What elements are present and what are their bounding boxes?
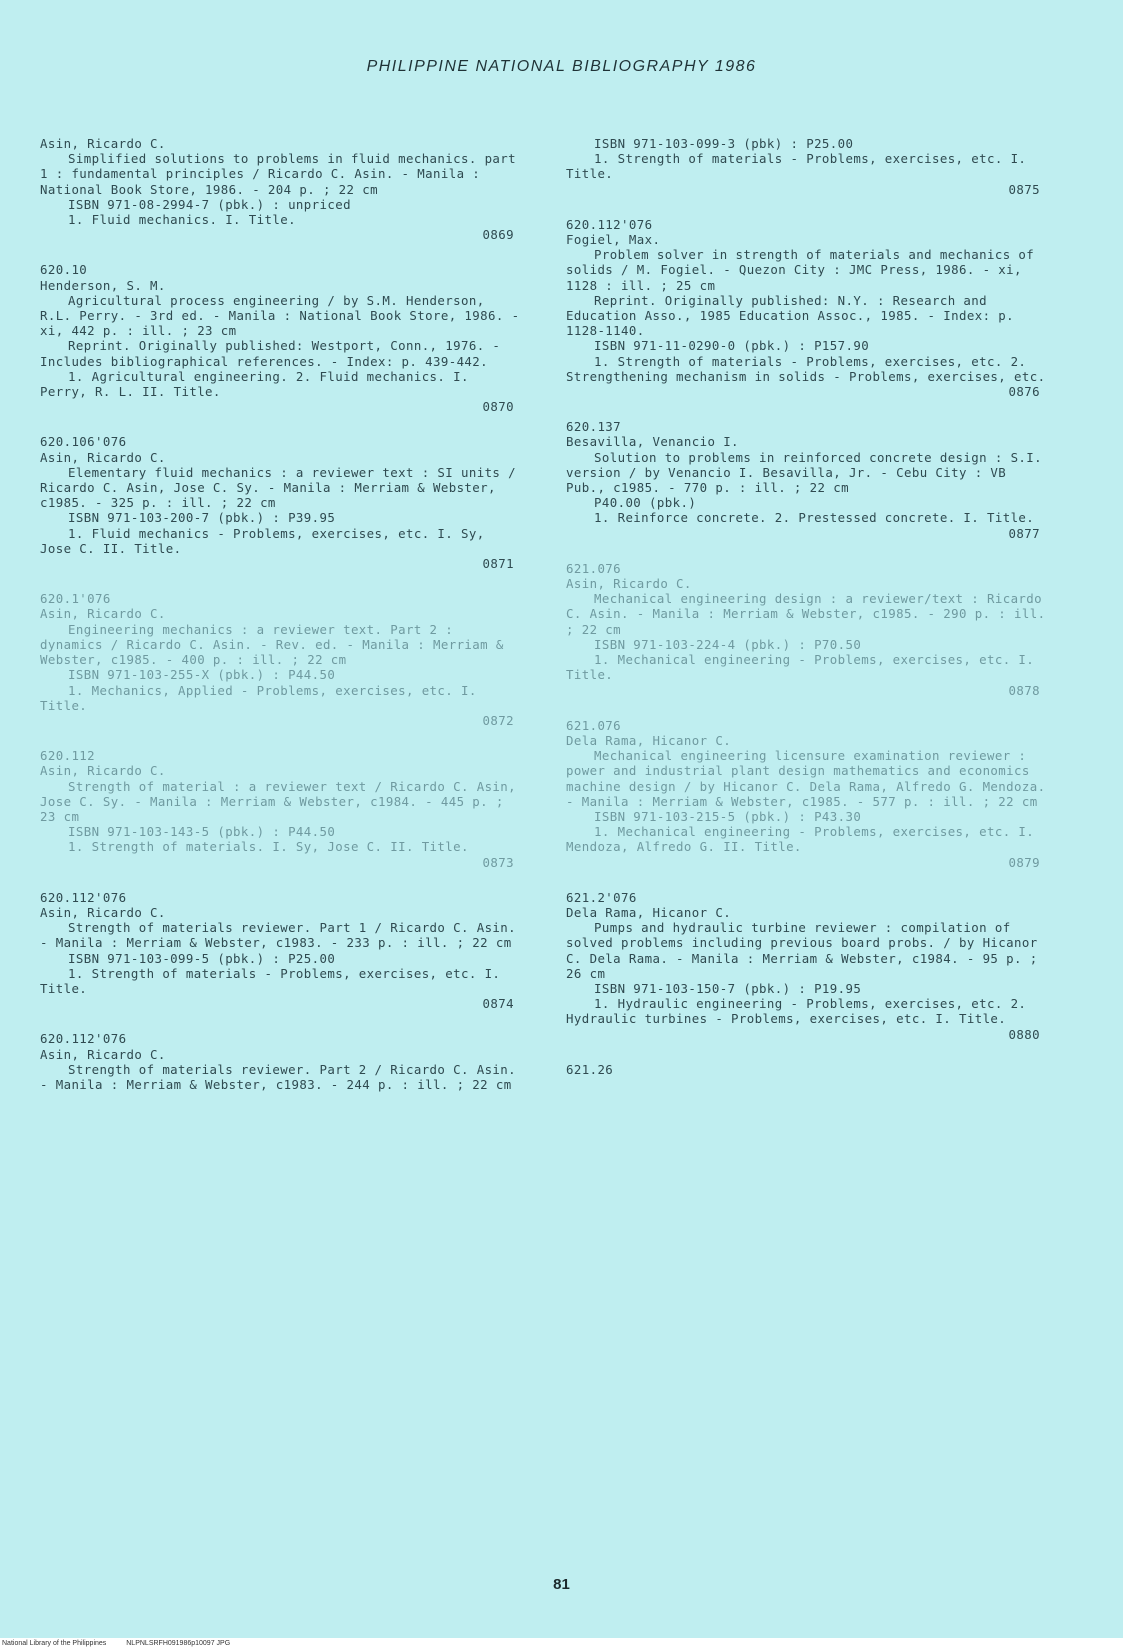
bibliography-entry: [40, 262, 528, 415]
bibliography-entry: [40, 1031, 524, 1092]
entry-paragraph: Reprint. Originally published: N.Y. : Research and Education Asso., 1985 Education Assoc., 1985. - Index: p. 1128-1140.: [566, 292, 1022, 339]
entry-paragraph: 1. Mechanical engineering - Problems, exercises, etc. I. Title.: [566, 652, 1043, 683]
bibliography-entry: [566, 217, 1046, 399]
entry-paragraph: ISBN 971-103-150-7 (pbk.) : P19.95: [594, 980, 862, 996]
entry-paragraph: ISBN 971-103-215-5 (pbk.) : P43.30: [594, 808, 862, 824]
entry-paragraph: Strength of materials reviewer. Part 2 / Ricardo C. Asin. - Manila : Merriam & Webster, c1983. - 244 p. : ill. ; 22 cm: [40, 1061, 524, 1092]
entry-paragraph: ISBN 971-11-0290-0 (pbk.) : P157.90: [594, 338, 870, 354]
entry-paragraph: 1. Mechanical engineering - Problems, exercises, etc. I. Mendoza, Alfredo G. II. Title.: [566, 824, 1043, 855]
credit-file: NLPNLSRFH091986p10097 JPG: [126, 1640, 231, 1647]
classification-number: 620.112: [40, 748, 96, 764]
classification-number: 621.26: [566, 1061, 614, 1077]
entry-paragraph: ISBN 971-103-224-4 (pbk.) : P70.50: [594, 636, 862, 652]
entry-author: Besavilla, Venancio I.: [566, 434, 739, 450]
bibliography-entry: [40, 591, 520, 728]
entry-number: 0880: [1008, 1026, 1040, 1042]
entry-paragraph: 1. Agricultural engineering. 2. Fluid mechanics. I. Perry, R. L. II. Title.: [40, 368, 477, 400]
entry-paragraph: Reprint. Originally published: Westport, Conn., 1976. - Includes bibliographical references. - Index: p. 439-442.: [40, 338, 509, 369]
bibliography-entry: [40, 748, 524, 870]
entry-number: 0872: [482, 712, 514, 728]
entry-paragraph: Mechanical engineering design : a reviewer/text : Ricardo C. Asin. - Manila : Merriam & Webster, c1985. - 290 p. : ill. ; 22 cm: [566, 591, 1054, 637]
entry-author: Dela Rama, Hicanor C.: [566, 732, 732, 748]
entry-number: 0870: [482, 399, 514, 415]
classification-number: 620.10: [40, 262, 88, 278]
bibliography-entry: [40, 136, 524, 243]
entry-paragraph: ISBN 971-103-143-5 (pbk.) : P44.50: [68, 824, 336, 840]
entry-paragraph: 1. Fluid mechanics - Problems, exercises, etc. I. Sy, Jose C. II. Title.: [40, 525, 493, 556]
entry-paragraph: Solution to problems in reinforced concrete design : S.I. version / by Venancio I. Besavilla, Jr. - Cebu City : VB Pub., c1985. - 770 p. : ill. ; 22 cm: [566, 449, 1050, 496]
scan-credit: [0, 1638, 1123, 1650]
entry-author: Asin, Ricardo C.: [40, 449, 166, 465]
entry-paragraph: ISBN 971-103-099-5 (pbk.) : P25.00: [68, 950, 336, 966]
entry-paragraph: 1. Fluid mechanics. I. Title.: [68, 212, 296, 228]
entry-number: 0878: [1008, 682, 1040, 698]
bibliography-entry: [566, 1062, 1046, 1077]
entry-number: 0869: [482, 227, 514, 243]
entry-author: Henderson, S. M.: [40, 277, 166, 293]
entry-author: Fogiel, Max.: [566, 232, 661, 248]
entry-author: Asin, Ricardo C.: [40, 1046, 166, 1062]
entry-number: 0874: [482, 996, 514, 1012]
entry-paragraph: 1. Strength of materials - Problems, exercises, etc. I. Title.: [566, 151, 1035, 182]
classification-number: 620.137: [566, 419, 622, 435]
entry-paragraph: 1. Reinforce concrete. 2. Prestessed concrete. I. Title.: [594, 510, 1035, 526]
left-column: [40, 136, 528, 1112]
entry-author: Dela Rama, Hicanor C.: [566, 904, 732, 920]
classification-number: 621.076: [566, 717, 622, 733]
classification-number: 620.106'076: [40, 434, 127, 450]
classification-number: 621.2'076: [566, 889, 637, 905]
entry-paragraph: Agricultural process engineering / by S.M. Henderson, R.L. Perry. - 3rd ed. - Manila : National Book Store, 1986. - xi, 442 p. : ill. ; 23 cm: [40, 292, 528, 339]
bibliography-entry: [40, 434, 524, 572]
entry-paragraph: ISBN 971-103-099-3 (pbk) : P25.00: [594, 136, 854, 151]
entry-author: Asin, Ricardo C.: [40, 763, 166, 779]
bibliography-entry: [566, 890, 1046, 1042]
bibliography-entry: [566, 560, 1054, 698]
entry-paragraph: Mechanical engineering licensure examination reviewer : power and industrial plant design mathematics and economics machine design / by Hicanor C. Dela Rama, Alfredo G. Mendoza. - Manila : Merriam & Webster, c1985. - 577 p. : ill. ; 22 cm: [566, 748, 1054, 809]
bibliography-entry: [566, 717, 1054, 870]
entry-paragraph: 1. Strength of materials - Problems, exercises, etc. 2. Strengthening mechanism in solids - Problems, exercises, etc.: [566, 353, 1046, 384]
entry-paragraph: 1. Strength of materials. I. Sy, Jose C. II. Title.: [68, 839, 469, 855]
entry-paragraph: ISBN 971-103-255-X (pbk.) : P44.50: [68, 667, 336, 683]
entry-paragraph: Strength of material : a reviewer text / Ricardo C. Asin, Jose C. Sy. - Manila : Merriam & Webster, c1984. - 445 p. ; 23 cm: [40, 778, 524, 824]
entry-paragraph: Simplified solutions to problems in fluid mechanics. part 1 : fundamental principles / Ricardo C. Asin. - Manila : National Book Store, 1986. - 204 p. ; 22 cm: [40, 151, 524, 197]
classification-number: 621.076: [566, 560, 622, 576]
credit-library: National Library of the Philippines: [2, 1640, 107, 1647]
entry-paragraph: Problem solver in strength of materials and mechanics of solids / M. Fogiel. - Quezon City : JMC Press, 1986. - xi, 1128 : ill. ; 25 cm: [566, 247, 1043, 293]
page-number: 81: [553, 1576, 570, 1593]
entry-paragraph: Pumps and hydraulic turbine reviewer : compilation of solved problems including previous board probs. / by Hicanor C. Dela Rama. - Manila : Merriam & Webster, c1984. - 95 p. ; 26 cm: [566, 920, 1046, 981]
entry-number: 0877: [1008, 525, 1040, 541]
right-column: [566, 136, 1054, 1097]
entry-author: Asin, Ricardo C.: [40, 904, 166, 920]
bibliography-entry: [566, 419, 1050, 541]
bibliography-entry: [566, 136, 1046, 197]
entry-paragraph: 1. Mechanics, Applied - Problems, exercises, etc. I. Title.: [40, 682, 485, 713]
classification-number: 620.112'076: [566, 216, 653, 232]
entry-paragraph: Engineering mechanics : a reviewer text. Part 2 : dynamics / Ricardo C. Asin. - Rev. ed. - Manila : Merriam & Webster, c1985. - 400 p. : ill. ; 22 cm: [40, 621, 512, 668]
entry-number: 0879: [1008, 854, 1040, 870]
entry-paragraph: Strength of materials reviewer. Part 1 / Ricardo C. Asin. - Manila : Merriam & Webster, c1983. - 233 p. : ill. ; 22 cm: [40, 920, 524, 951]
classification-number: 620.112'076: [40, 1031, 127, 1047]
running-header: PHILIPPINE NATIONAL BIBLIOGRAPHY 1986: [366, 58, 757, 75]
entry-author: Asin, Ricardo C.: [40, 606, 166, 622]
classification-number: 620.1'076: [40, 591, 111, 607]
entry-paragraph: ISBN 971-08-2994-7 (pbk.) : unpriced: [68, 196, 351, 212]
entry-paragraph: 1. Strength of materials - Problems, exercises, etc. I. Title.: [40, 965, 509, 996]
entry-number: 0876: [1008, 384, 1040, 400]
entry-paragraph: Elementary fluid mechanics : a reviewer text : SI units / Ricardo C. Asin, Jose C. Sy. - Manila : Merriam & Webster, c1985. - 325 p. : ill. ; 22 cm: [40, 464, 524, 511]
entry-number: 0875: [1008, 181, 1040, 197]
entry-paragraph: P40.00 (pbk.): [594, 495, 697, 511]
classification-number: 620.112'076: [40, 889, 127, 905]
entry-paragraph: 1. Hydraulic engineering - Problems, exercises, etc. 2. Hydraulic turbines - Problems, exercises, etc. I. Title.: [566, 996, 1035, 1027]
entry-author: Asin, Ricardo C.: [566, 576, 692, 592]
entry-number: 0871: [482, 556, 514, 572]
entry-number: 0873: [482, 854, 514, 870]
entry-paragraph: ISBN 971-103-200-7 (pbk.) : P39.95: [68, 510, 336, 526]
bibliography-entry: [40, 889, 524, 1012]
entry-author: Asin, Ricardo C.: [40, 136, 166, 151]
